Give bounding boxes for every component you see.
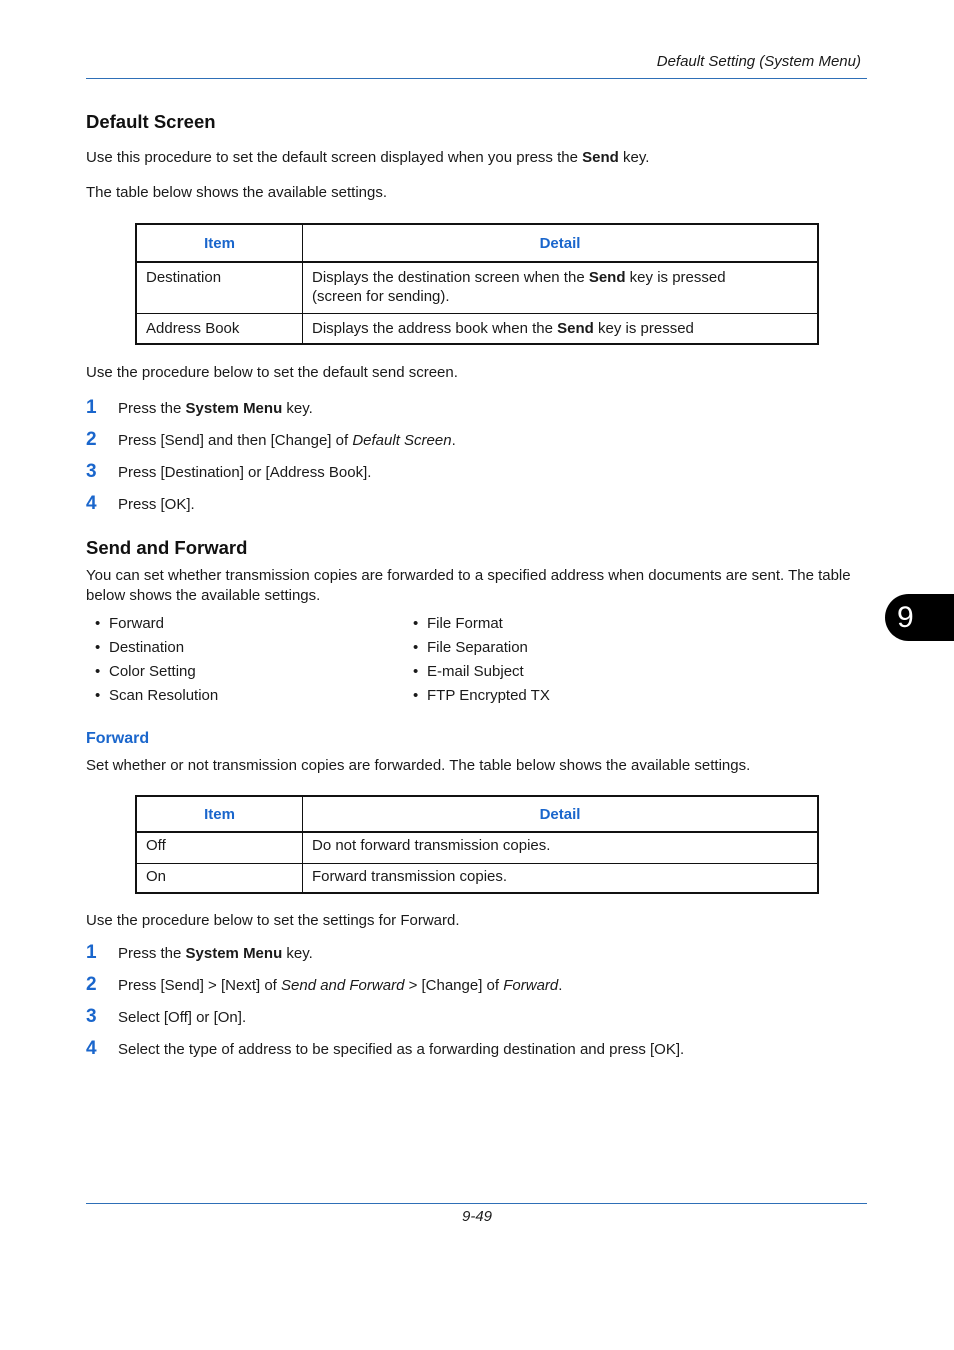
table-cell-detail: Forward transmission copies. (303, 863, 819, 893)
list-item-label: Destination (109, 639, 185, 656)
table-cell-item: Destination (136, 262, 303, 313)
step-4 (86, 1038, 684, 1060)
step-italic: Default Screen (352, 432, 452, 449)
footer-rule (86, 1203, 867, 1204)
step-number: 2 (86, 429, 97, 450)
list-item-label: Scan Resolution (109, 687, 219, 704)
step-text-mid: > [Change] of (404, 977, 504, 994)
column-header-detail: Detail (303, 224, 819, 262)
column-header-detail: Detail (303, 796, 819, 832)
procedure-intro: Use the procedure below to set the default send screen. (86, 364, 458, 381)
step-text (118, 945, 313, 962)
intro-text: Use this procedure to set the default screen displayed when you press the (86, 149, 583, 166)
system-menu-label: System Menu (185, 945, 283, 962)
forward-table (135, 795, 819, 894)
bullet-list-right (404, 615, 550, 711)
step-text: Press [OK]. (118, 496, 195, 513)
table-intro: The table below shows the available settings. (86, 184, 388, 201)
step-text-post: key. (282, 945, 313, 962)
table-cell-item: Address Book (136, 313, 303, 344)
step-number: 4 (86, 493, 97, 514)
table-row (136, 313, 818, 344)
step-number: 3 (86, 1006, 97, 1027)
send-forward-intro: You can set whether transmission copies are forwarded to a specified address when documents are sent. The table below shows the available settings. (86, 567, 851, 604)
list-item-label: FTP Encrypted TX (427, 687, 550, 704)
detail-text: Displays the destination screen when the (312, 269, 589, 286)
bullet: • (413, 687, 419, 704)
step-number: 2 (86, 974, 97, 995)
bullet: • (95, 663, 101, 680)
step-text-pre: Press [Send] and then [Change] of (118, 432, 353, 449)
table-header-row (136, 796, 818, 832)
forward-intro: Set whether or not transmission copies are forwarded. The table below shows the available settings. (86, 757, 751, 774)
bullet: • (95, 639, 101, 656)
step-italic: Send and Forward (281, 977, 405, 994)
list-item (404, 639, 550, 663)
table-cell-item: On (136, 863, 303, 893)
step-italic: Forward (503, 977, 559, 994)
step-text-pre: Press the (118, 945, 186, 962)
list-item-label: E-mail Subject (427, 663, 524, 680)
bullet: • (413, 639, 419, 656)
intro-text-end: key. (618, 149, 650, 166)
system-menu-label: System Menu (185, 400, 283, 417)
table-cell-detail: Do not forward transmission copies. (303, 832, 819, 863)
list-item (404, 663, 550, 687)
table-header-row (136, 224, 818, 262)
bullet: • (95, 615, 101, 632)
section-heading-send-and-forward: Send and Forward (86, 537, 248, 558)
chapter-tab: 9 (885, 594, 954, 641)
detail-bold: Send (557, 319, 594, 337)
step-text (118, 432, 456, 449)
step-2 (86, 429, 456, 451)
list-item-label: File Separation (427, 639, 528, 656)
step-number: 1 (86, 942, 97, 963)
list-item-label: Color Setting (109, 663, 196, 680)
table-row (136, 863, 818, 893)
section-heading-default-screen: Default Screen (86, 111, 216, 132)
list-item (86, 615, 218, 639)
table-cell-item: Off (136, 832, 303, 863)
list-item (404, 687, 550, 711)
step-text: Press [Destination] or [Address Book]. (118, 464, 372, 481)
table-cell-detail (303, 262, 819, 313)
detail-bold: Send (588, 269, 626, 286)
step-3 (86, 461, 371, 483)
table-row (136, 262, 818, 313)
step-1 (86, 942, 313, 964)
step-text (118, 400, 313, 417)
detail-text-end: key is pressed (593, 319, 694, 337)
step-1 (86, 397, 313, 419)
step-3 (86, 1006, 246, 1028)
list-item (404, 615, 550, 639)
bullet: • (413, 663, 419, 680)
step-text-post: key. (282, 400, 313, 417)
list-item-label: Forward (109, 615, 165, 632)
step-text-pre: Press [Send] > [Next] of (118, 977, 281, 994)
page-number: 9-49 (461, 1208, 493, 1225)
column-header-item: Item (136, 224, 303, 262)
list-item (86, 639, 218, 663)
detail-text: Displays the address book when the (312, 319, 558, 337)
default-screen-table (135, 223, 819, 345)
step-text (118, 977, 562, 994)
step-text: Select the type of address to be specified as a forwarding destination and press [OK]. (118, 1041, 685, 1058)
running-header: Default Setting (System Menu) (656, 53, 861, 70)
list-item-label: File Format (427, 615, 503, 632)
step-text-post: . (558, 977, 563, 994)
detail-line2: (screen for sending). (312, 288, 450, 305)
step-text-post: . (451, 432, 456, 449)
detail-text-end: key is pressed (625, 269, 726, 286)
list-item (86, 663, 218, 687)
procedure-intro: Use the procedure below to set the settings for Forward. (86, 912, 460, 929)
step-2 (86, 974, 562, 996)
default-screen-intro (86, 148, 649, 168)
step-number: 4 (86, 1038, 97, 1059)
bullet: • (95, 687, 101, 704)
step-number: 1 (86, 397, 97, 418)
step-text-pre: Press the (118, 400, 186, 417)
table-cell-detail (303, 313, 819, 344)
bullet-list-left (86, 615, 218, 711)
step-4 (86, 493, 195, 515)
step-number: 3 (86, 461, 97, 482)
bullet: • (413, 615, 419, 632)
column-header-item: Item (136, 796, 303, 832)
send-key-label: Send (582, 149, 619, 166)
list-item (86, 687, 218, 711)
subsection-heading-forward: Forward (86, 730, 150, 747)
header-rule (86, 78, 867, 79)
step-text: Select [Off] or [On]. (118, 1009, 247, 1026)
table-row (136, 832, 818, 863)
